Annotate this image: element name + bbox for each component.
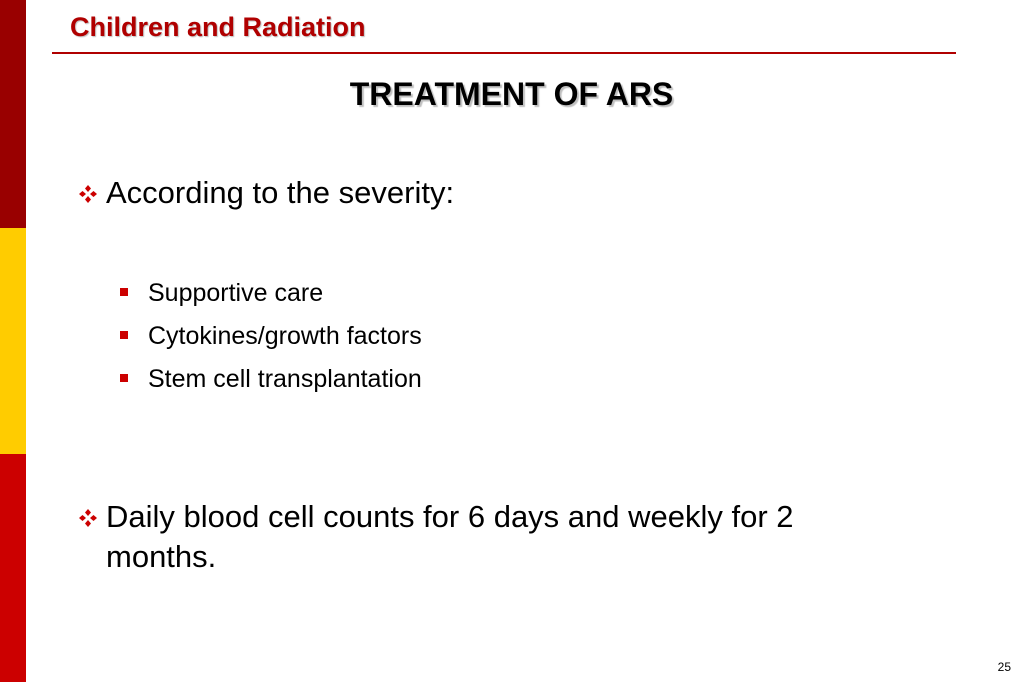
square-bullet-icon	[120, 374, 128, 382]
bullet-text: Daily blood cell counts for 6 days and weekly for 2 months.	[106, 499, 794, 574]
diamond-bullet-icon	[78, 173, 106, 213]
bullet-item	[78, 497, 908, 577]
sub-bullet-item	[120, 363, 422, 395]
header-rule	[52, 52, 956, 54]
sub-bullet-text: Cytokines/growth factors	[148, 322, 422, 350]
left-strip-middle	[0, 228, 26, 454]
diamond-bullet-icon	[78, 497, 106, 537]
sub-bullet-item	[120, 320, 422, 352]
page-number: 25	[997, 660, 1011, 674]
square-bullet-icon	[120, 288, 128, 296]
sub-bullet-item	[120, 277, 323, 309]
left-strip-top	[0, 0, 26, 228]
sub-bullet-text: Supportive care	[148, 279, 324, 307]
slide-heading: TREATMENT OF ARS	[349, 76, 674, 112]
square-bullet-icon	[120, 331, 128, 339]
left-strip-bottom	[0, 454, 26, 682]
bullet-text: According to the severity:	[106, 175, 455, 210]
bullet-item	[78, 173, 938, 213]
sub-bullet-text: Stem cell transplantation	[148, 365, 422, 393]
header-title: Children and Radiation	[70, 12, 366, 42]
